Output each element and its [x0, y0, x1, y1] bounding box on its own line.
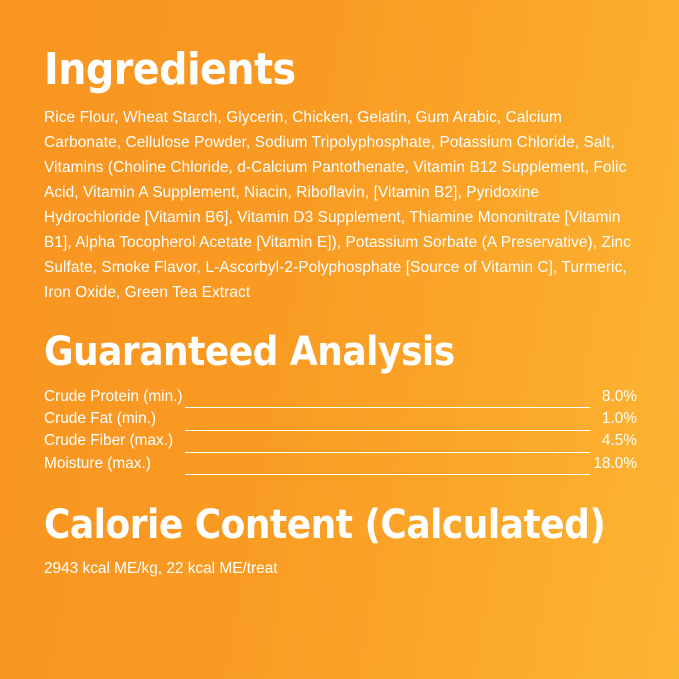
calorie-content-heading: Calorie Content (Calculated): [44, 502, 606, 549]
ingredients-section: [44, 40, 635, 306]
nutrient-value: 4.5%: [601, 432, 637, 450]
ingredients-text: Rice Flour, Wheat Starch, Glycerin, Chicken, Gelatin, Gum Arabic, Calcium Carbonate, Cellulose Powder, Sodium Tripolyphosphate, Potassium Chloride, Salt, Vitamins (Choline Chloride, d-Calcium Pantothenate, Vitamin B12 Supplement, Folic Acid, Vitamin A Supplement, Niacin, Riboflavin, [Vitamin B2], Pyridoxine Hydrochloride [Vitamin B6], Vitamin D3 Supplement, Thiamine Mononitrate [Vitamin B1], Alpha Tocopherol Acetate [Vitamin E]), Potassium Sorbate (A Preservative), Zinc Sulfate, Smoke Flavor, L-Ascorbyl-2-Polyphosphate [Source of Vitamin C], Turmeric, Iron Oxide, Green Tea Extract: [44, 109, 631, 301]
nutrient-label: Crude Fiber (max.): [44, 432, 174, 450]
leader-line: [185, 449, 591, 471]
leader-line: [185, 382, 591, 404]
nutrient-label: Crude Fat (min.): [44, 409, 157, 427]
table-row: [44, 453, 637, 475]
guaranteed-analysis-heading: Guaranteed Analysis: [44, 328, 455, 375]
leader-line: [185, 426, 591, 448]
guaranteed-analysis-table: [44, 386, 637, 476]
nutrient-label: Moisture (max.): [44, 454, 151, 472]
calorie-content-text: 2943 kcal ME/kg, 22 kcal ME/treat: [44, 560, 278, 578]
guaranteed-analysis-section: [44, 306, 635, 476]
nutrient-value: 8.0%: [601, 387, 637, 405]
ingredients-heading: Ingredients: [44, 44, 296, 95]
nutrient-value: 1.0%: [601, 409, 637, 427]
nutrient-value: 18.0%: [593, 454, 637, 472]
calorie-content-section: [44, 475, 635, 580]
leader-line: [185, 404, 591, 426]
nutrient-label: Crude Protein (min.): [44, 387, 183, 405]
